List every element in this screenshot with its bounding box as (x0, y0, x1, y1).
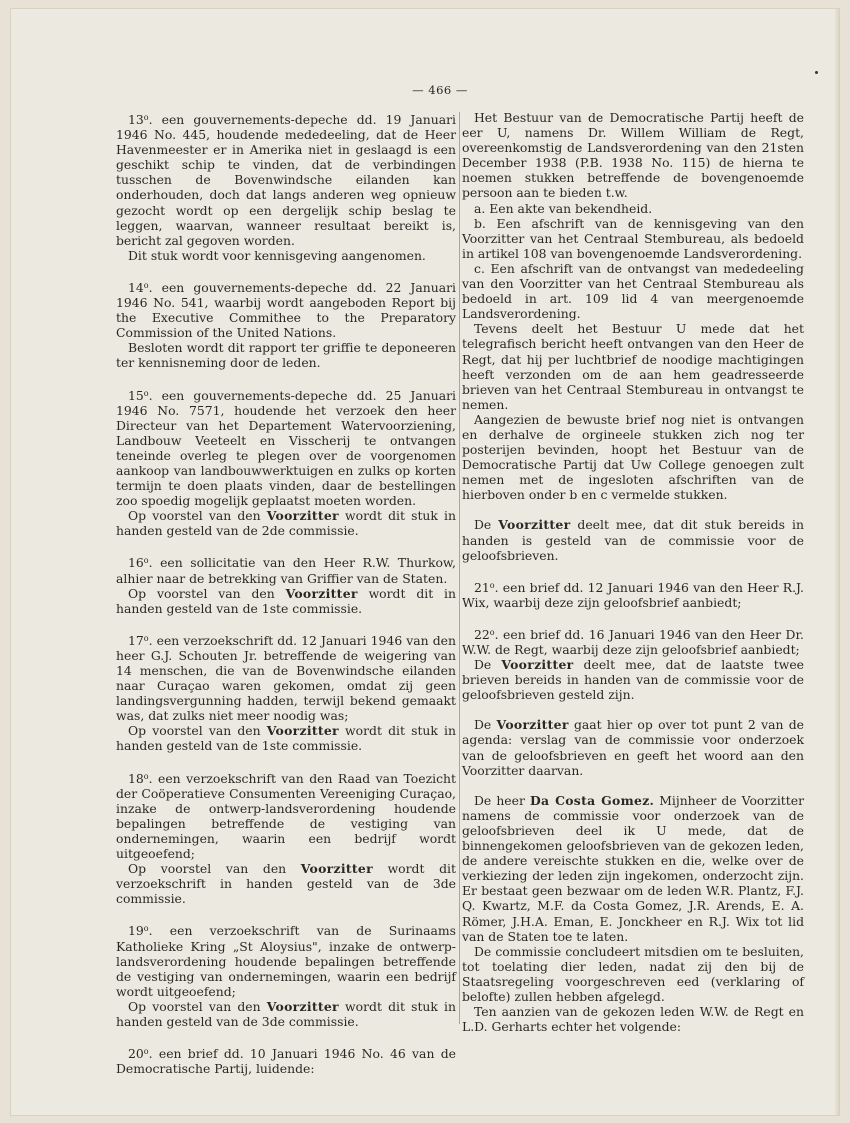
paragraph (462, 657, 804, 702)
paragraph: Dit stuk wordt voor kennisgeving aangenomen. (128, 247, 426, 263)
paragraph (462, 793, 804, 944)
paragraph (116, 508, 456, 538)
item-text: een brief dd. 10 Januari 1946 No. 46 van de Democratische Partij, luidende: (116, 1046, 456, 1077)
paragraph-text: De (474, 717, 497, 733)
speaker-name: Voorzitter (501, 657, 574, 673)
paragraph-text: Op voorstel van den (128, 723, 267, 739)
agenda-item: 13$^o$. een gouvernements-depeche dd. 19 Januari 1946 No. 445, houdende mededeeling, dat de Heer Havenmeester er in Amerika niet in geslaagd is een geschikt schip te vinden, dat de verbindingen tusschen de Bovenwindsche eilanden kan onderhouden, doch dat langs anderen weg opnieuw gezocht wordt op een dergelijk schip beslag te leggen, waarvan, wanneer resultaat bereikt is, bericht zal gegoven worden. (116, 112, 456, 248)
paragraph: Besloten wordt dit rapport ter griffie te deponeeren ter kennisneming door de leden. (116, 340, 456, 371)
paragraph: b. Een afschrift van de kennisgeving van den Voorzitter van het Centraal Stembureau, als bedoeld in artikel 108 van bovengenoemde Landsverordening. (462, 215, 804, 261)
left-column (116, 110, 456, 1076)
paragraph: c. Een afschrift van de ontvangst van mededeeling van den Voorzitter van het Centraal Stembureau als bedoeld in art. 109 lid 4 van meergenoemde Landsverordening. (462, 260, 804, 322)
paragraph-text: Op voorstel van den (128, 585, 286, 601)
paragraph-text: De (474, 517, 499, 533)
item-text: een verzoekschrift van de Surinaams Katholieke Kring „St Aloysius", inzake de ontwerp-landsverordening houdende bepalingen betreffende de vestiging van ondernemingen, waarin een bedrijf wordt uitgeoefend; (116, 923, 456, 999)
speaker-name: Voorzitter (496, 717, 569, 733)
item-text: een sollicitatie van den Heer R.W. Thurkow, alhier naar de betrekking van Griffier van de Staten. (116, 555, 456, 586)
item-number: 14 (128, 279, 144, 295)
paragraph: Het Bestuur van de Democratische Partij heeft de eer U, namens Dr. Willem William de Regt, overeenkomstig de Landsverordening van den 21sten December 1938 (P.B. 1938 No. 115) de hierna te noemen stukken betreffende de bovengenoemde persoon aan te bieden t.w. (462, 110, 804, 201)
page-number: — 466 — (412, 83, 468, 97)
paragraph (116, 723, 456, 753)
item-number: 19 (128, 923, 144, 939)
speaker-name: Voorzitter (266, 723, 339, 739)
item-number: 15 (128, 387, 144, 403)
paragraph-text: wordt dit stuk in handen gesteld van de 2de commissie. (116, 508, 456, 539)
agenda-item: 21$^o$. een brief dd. 12 Januari 1946 van den Heer R.J. Wix, waarbij deze zijn geloofsbrief aanbiedt; (462, 579, 804, 610)
paragraph-text: wordt dit stuk in handen gesteld van de 3de commissie. (116, 998, 456, 1029)
paragraph (116, 861, 456, 906)
paragraph-text: wordt dit verzoekschrift in handen gesteld van de 3de commissie. (116, 861, 456, 907)
item-text: een verzoekschrift dd. 12 Januari 1946 van den heer G.J. Schouten Jr. betreffende de weigering van 14 menschen, die van de Bovenwindsche eilanden naar Curaçao waren gekomen, omdat zij geen landingsvergunning hadden, terwijl bekend gemaakt was, dat zulks niet meer noodig was; (116, 632, 456, 724)
paragraph-text: Mijnheer de Voorzitter namens de commissie voor onderzoek van de geloofsbrieven deel ik U mede, dat de binnengekomen geloofsbrieven van de gekozen leden, de andere vereischte stukken en die, welke over de verkiezing der leden zijn ingekomen, onderzocht zijn. Er bestaat geen bezwaar om de leden W.R. Plantz, F.J. Q. Kwartz, M.F. da Costa Gomez, J.R. Arends, E. A. Römer, J.H.A. Eman, E. Jonckheer en R.J. Wix tot lid van de Staten toe te laten. (462, 792, 804, 944)
paragraph: De commissie concludeert mitsdien om te besluiten, tot toelating dier leden, nadat zij den bij de Staatsregeling voorgeschreven eed (verklaring of belofte) zullen hebben afgelegd. (462, 943, 804, 1004)
item-text: een gouvernements-depeche dd. 22 Januari 1946 No. 541, waarbij wordt aangeboden Report bij the Executive Commithee to the Preparatory Commission of the United Nations. (116, 279, 456, 341)
agenda-item: 22$^o$. een brief dd. 16 Januari 1946 van den Heer Dr. W.W. de Regt, waarbij deze zijn geloofsbrief aanbiedt; (462, 626, 804, 657)
item-text: een gouvernements-depeche dd. 25 Januari 1946 No. 7571, houdende het verzoek den heer Directeur van het Departement Watervoorziening, Landbouw Veeteelt en Visscherij te ontvangen teneinde overleg te plegen over de voorgenomen aankoop van landbouwwerktuigen en zulks op korten termijn te doen plaats vinden, daar de bestellingen zoo spoedig mogelijk geplaatst moeten worden. (116, 387, 456, 509)
paragraph: a. Een akte van bekendheid. (474, 200, 653, 216)
paragraph (116, 586, 456, 616)
paragraph (116, 999, 456, 1029)
speaker-name: Voorzitter (498, 517, 571, 533)
paragraph-text: deelt mee, dat dit stuk bereids in handen is gesteld van de commissie voor de geloofsbrieven. (462, 517, 804, 563)
paragraph-text: De heer (474, 792, 530, 808)
paragraph: Ten aanzien van de gekozen leden W.W. de Regt en L.D. Gerharts echter het volgende: (462, 1004, 804, 1035)
paragraph: Tevens deelt het Bestuur U mede dat het telegrafisch bericht heeft ontvangen van den Heer de Regt, dat hij per luchtbrief de noodige machtigingen heeft verzonden om de aan hem geadresseerde brieven van het Centraal Stembureau in ontvangst te nemen. (462, 321, 804, 412)
agenda-item: 14$^o$. een gouvernements-depeche dd. 22 Januari 1946 No. 541, waarbij wordt aangeboden Report bij the Executive Commithee to the Preparatory Commission of the United Nations. (116, 279, 456, 341)
item-number: 22 (474, 626, 490, 642)
item-text: een gouvernements-depeche dd. 19 Januari 1946 No. 445, houdende mededeeling, dat de Heer Havenmeester er in Amerika niet in geslaagd is een geschikt schip te vinden, dat de verbindingen tusschen de Bovenwindsche eilanden kan onderhouden, doch dat langs anderen weg opnieuw gezocht wordt op een dergelijk schip beslag te leggen, waarvan, wanneer resultaat bereikt is, bericht zal gegoven worden. (116, 112, 456, 248)
item-number: 21 (474, 579, 490, 595)
right-column (462, 110, 804, 1034)
agenda-item: 18$^o$. een verzoekschrift van den Raad van Toezicht der Coöperatieve Consumenten Vereeniging Curaçao, inzake de ontwerp-landsverordening houdende bepalingen betreffende de vestiging van ondernemingen, waarin een bedrijf wordt uitgeoefend; (116, 770, 456, 862)
agenda-item: 16$^o$. een sollicitatie van den Heer R.W. Thurkow, alhier naar de betrekking van Griffier van de Staten. (116, 555, 456, 586)
item-number: 16 (128, 555, 144, 571)
item-text: een brief dd. 12 Januari 1946 van den Heer R.J. Wix, waarbij deze zijn geloofsbrief aanbiedt; (462, 579, 804, 610)
page-edge (834, 8, 840, 1116)
agenda-item: 19$^o$. een verzoekschrift van de Surinaams Katholieke Kring „St Aloysius", inzake de ontwerp-landsverordening houdende bepalingen betreffende de vestiging van ondernemingen, waarin een bedrijf wordt uitgeoefend; (116, 923, 456, 999)
paragraph-text: wordt dit stuk in handen gesteld van de 1ste commissie. (116, 723, 456, 754)
speaker-name: Voorzitter (300, 861, 373, 877)
speaker-name: Voorzitter (266, 508, 339, 524)
paragraph (462, 517, 804, 562)
speaker-name: Voorzitter (285, 585, 358, 601)
paragraph (462, 717, 804, 777)
agenda-item: 20$^o$. een brief dd. 10 Januari 1946 No. 46 van de Democratische Partij, luidende: (116, 1046, 456, 1077)
column-divider (459, 112, 460, 1024)
paragraph: Aangezien de bewuste brief nog niet is ontvangen en derhalve de orgineele stukken zich nog ter posterijen bevinden, hoopt het Bestuur van de Democratische Partij dat Uw College genoegen zult nemen met de ingesloten afschriften van de hierboven onder b en c vermelde stukken. (462, 411, 804, 503)
item-number: 18 (128, 770, 144, 786)
item-text: een verzoekschrift van den Raad van Toezicht der Coöperatieve Consumenten Vereeniging Curaçao, inzake de ontwerp-landsverordening houdende bepalingen betreffende de vestiging van ondernemingen, waarin een bedrijf wordt uitgeoefend; (116, 770, 456, 862)
speaker-name: Voorzitter (266, 998, 339, 1014)
agenda-item: 15$^o$. een gouvernements-depeche dd. 25 Januari 1946 No. 7571, houdende het verzoek den heer Directeur van het Departement Watervoorziening, Landbouw Veeteelt en Visscherij te ontvangen teneinde overleg te plegen over de voorgenomen aankoop van landbouwwerktuigen en zulks op korten termijn te doen plaats vinden, daar de bestellingen zoo spoedig mogelijk geplaatst moeten worden. (116, 387, 456, 509)
item-number: 17 (128, 632, 144, 648)
paragraph-text: Op voorstel van den (128, 508, 267, 524)
item-number: 13 (128, 112, 144, 127)
ink-speck (815, 71, 818, 74)
paragraph-text: Op voorstel van den (128, 861, 301, 877)
speaker-name: Da Costa Gomez. (529, 792, 655, 808)
item-number: 20 (128, 1046, 144, 1062)
paragraph-text: De (474, 657, 502, 673)
item-text: een brief dd. 16 Januari 1946 van den Heer Dr. W.W. de Regt, waarbij deze zijn geloofsbrief aanbiedt; (462, 626, 804, 657)
document-page (10, 8, 840, 1116)
paragraph-text: wordt dit in handen gesteld van de 1ste commissie. (116, 585, 456, 616)
agenda-item: 17$^o$. een verzoekschrift dd. 12 Januari 1946 van den heer G.J. Schouten Jr. betreffende de weigering van 14 menschen, die van de Bovenwindsche eilanden naar Curaçao waren gekomen, omdat zij geen landingsvergunning hadden, terwijl bekend gemaakt was, dat zulks niet meer noodig was; (116, 632, 456, 724)
paragraph-text: deelt mee, dat de laatste twee brieven bereids in handen van de commissie voor de geloofsbrieven gesteld zijn. (462, 657, 804, 703)
paragraph-text: gaat hier op over tot punt 2 van de agenda: verslag van de commissie voor onderzoek van de geloofsbrieven en geeft het woord aan den Voorzitter daarvan. (462, 717, 804, 778)
paragraph-text: Op voorstel van den (128, 998, 267, 1014)
